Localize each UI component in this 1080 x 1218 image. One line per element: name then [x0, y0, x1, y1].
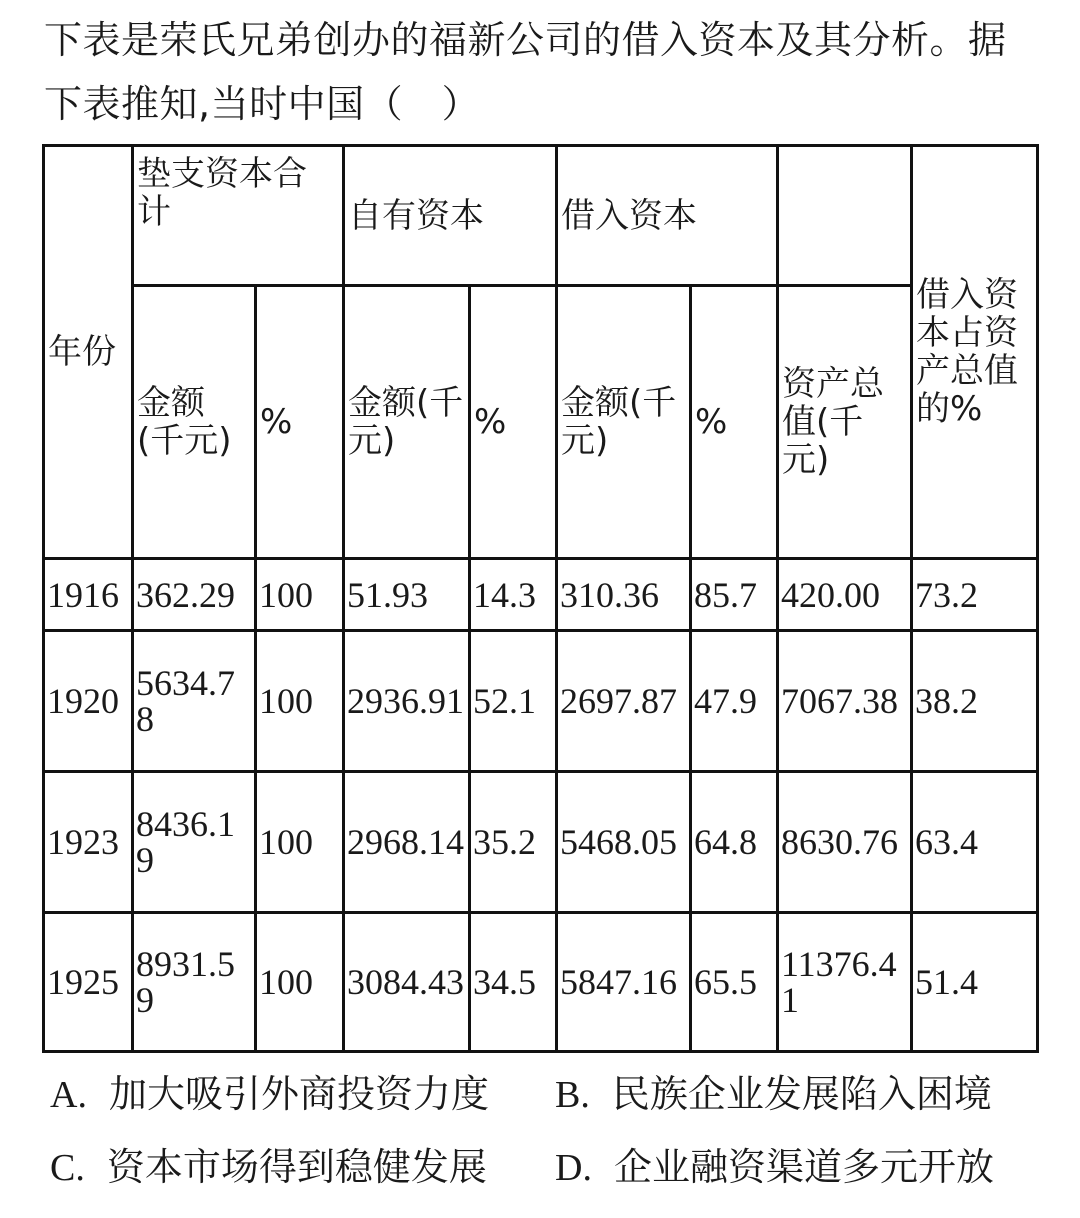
option-b-text: 民族企业发展陷入困境 — [611, 1072, 992, 1116]
capital-table — [42, 144, 1039, 1053]
cell-borrowed-ratio: 63.4 — [912, 772, 1038, 913]
cell-total-assets: 420.00 — [778, 559, 912, 631]
header-own-amount: 金额(千元) — [344, 286, 470, 559]
cell-year: 1916 — [44, 559, 133, 631]
header-advance-total: 垫支资本合计 — [133, 146, 344, 286]
cell-borrowed-ratio: 73.2 — [912, 559, 1038, 631]
cell-advance-pct: 100 — [256, 559, 344, 631]
cell-borrowed-amount: 5468.05 — [557, 772, 691, 913]
header-total-assets: 资产总值(千元) — [778, 286, 912, 559]
cell-year: 1920 — [44, 631, 133, 772]
header-advance-pct: % — [256, 286, 344, 559]
option-d-text: 企业融资渠道多元开放 — [613, 1145, 994, 1189]
capital-table-wrapper — [42, 144, 1039, 1053]
cell-advance-amount: 362.29 — [133, 559, 256, 631]
header-year: 年份 — [44, 146, 133, 559]
option-a-letter: A. — [50, 1074, 87, 1116]
option-d-letter: D. — [555, 1147, 592, 1189]
table-row — [44, 772, 1038, 913]
cell-own-amount: 2936.91 — [344, 631, 470, 772]
cell-borrowed-pct: 85.7 — [691, 559, 778, 631]
cell-advance-pct: 100 — [256, 913, 344, 1052]
option-d[interactable] — [555, 1131, 1060, 1204]
question-stem: 下表是荣氏兄弟创办的福新公司的借入资本及其分析。据下表推知,当时中国（ ） — [44, 18, 1007, 126]
cell-total-assets: 11376.41 — [778, 913, 912, 1052]
header-own-capital: 自有资本 — [344, 146, 557, 286]
option-a-text: 加大吸引外商投资力度 — [108, 1072, 489, 1116]
table-row — [44, 559, 1038, 631]
cell-own-amount: 2968.14 — [344, 772, 470, 913]
cell-advance-amount: 8436.19 — [133, 772, 256, 913]
table-row — [44, 631, 1038, 772]
cell-borrowed-amount: 310.36 — [557, 559, 691, 631]
cell-total-assets: 8630.76 — [778, 772, 912, 913]
header-own-pct: % — [470, 286, 557, 559]
header-advance-amount: 金额(千元) — [133, 286, 256, 559]
cell-year: 1925 — [44, 913, 133, 1052]
cell-year: 1923 — [44, 772, 133, 913]
cell-borrowed-ratio: 51.4 — [912, 913, 1038, 1052]
cell-borrowed-pct: 64.8 — [691, 772, 778, 913]
option-b-letter: B. — [555, 1074, 590, 1116]
answer-options — [50, 1058, 1060, 1204]
cell-own-pct: 52.1 — [470, 631, 557, 772]
cell-advance-amount: 5634.78 — [133, 631, 256, 772]
header-borrowed-capital: 借入资本 — [557, 146, 778, 286]
header-borrowed-ratio: 借入资本占资产总值的% — [912, 146, 1038, 559]
cell-borrowed-amount: 2697.87 — [557, 631, 691, 772]
header-borrowed-pct: % — [691, 286, 778, 559]
table-row — [44, 913, 1038, 1052]
option-a[interactable] — [50, 1058, 555, 1131]
cell-advance-pct: 100 — [256, 772, 344, 913]
header-borrowed-amount: 金额(千元) — [557, 286, 691, 559]
header-blank — [778, 146, 912, 286]
cell-borrowed-pct: 65.5 — [691, 913, 778, 1052]
cell-own-amount: 51.93 — [344, 559, 470, 631]
cell-advance-pct: 100 — [256, 631, 344, 772]
option-b[interactable] — [555, 1058, 1060, 1131]
cell-borrowed-ratio: 38.2 — [912, 631, 1038, 772]
cell-borrowed-amount: 5847.16 — [557, 913, 691, 1052]
cell-own-pct: 34.5 — [470, 913, 557, 1052]
cell-own-amount: 3084.43 — [344, 913, 470, 1052]
option-c-letter: C. — [50, 1147, 85, 1189]
cell-own-pct: 14.3 — [470, 559, 557, 631]
cell-borrowed-pct: 47.9 — [691, 631, 778, 772]
cell-own-pct: 35.2 — [470, 772, 557, 913]
cell-advance-amount: 8931.59 — [133, 913, 256, 1052]
option-c[interactable] — [50, 1131, 555, 1204]
cell-total-assets: 7067.38 — [778, 631, 912, 772]
option-c-text: 资本市场得到稳健发展 — [106, 1145, 487, 1189]
